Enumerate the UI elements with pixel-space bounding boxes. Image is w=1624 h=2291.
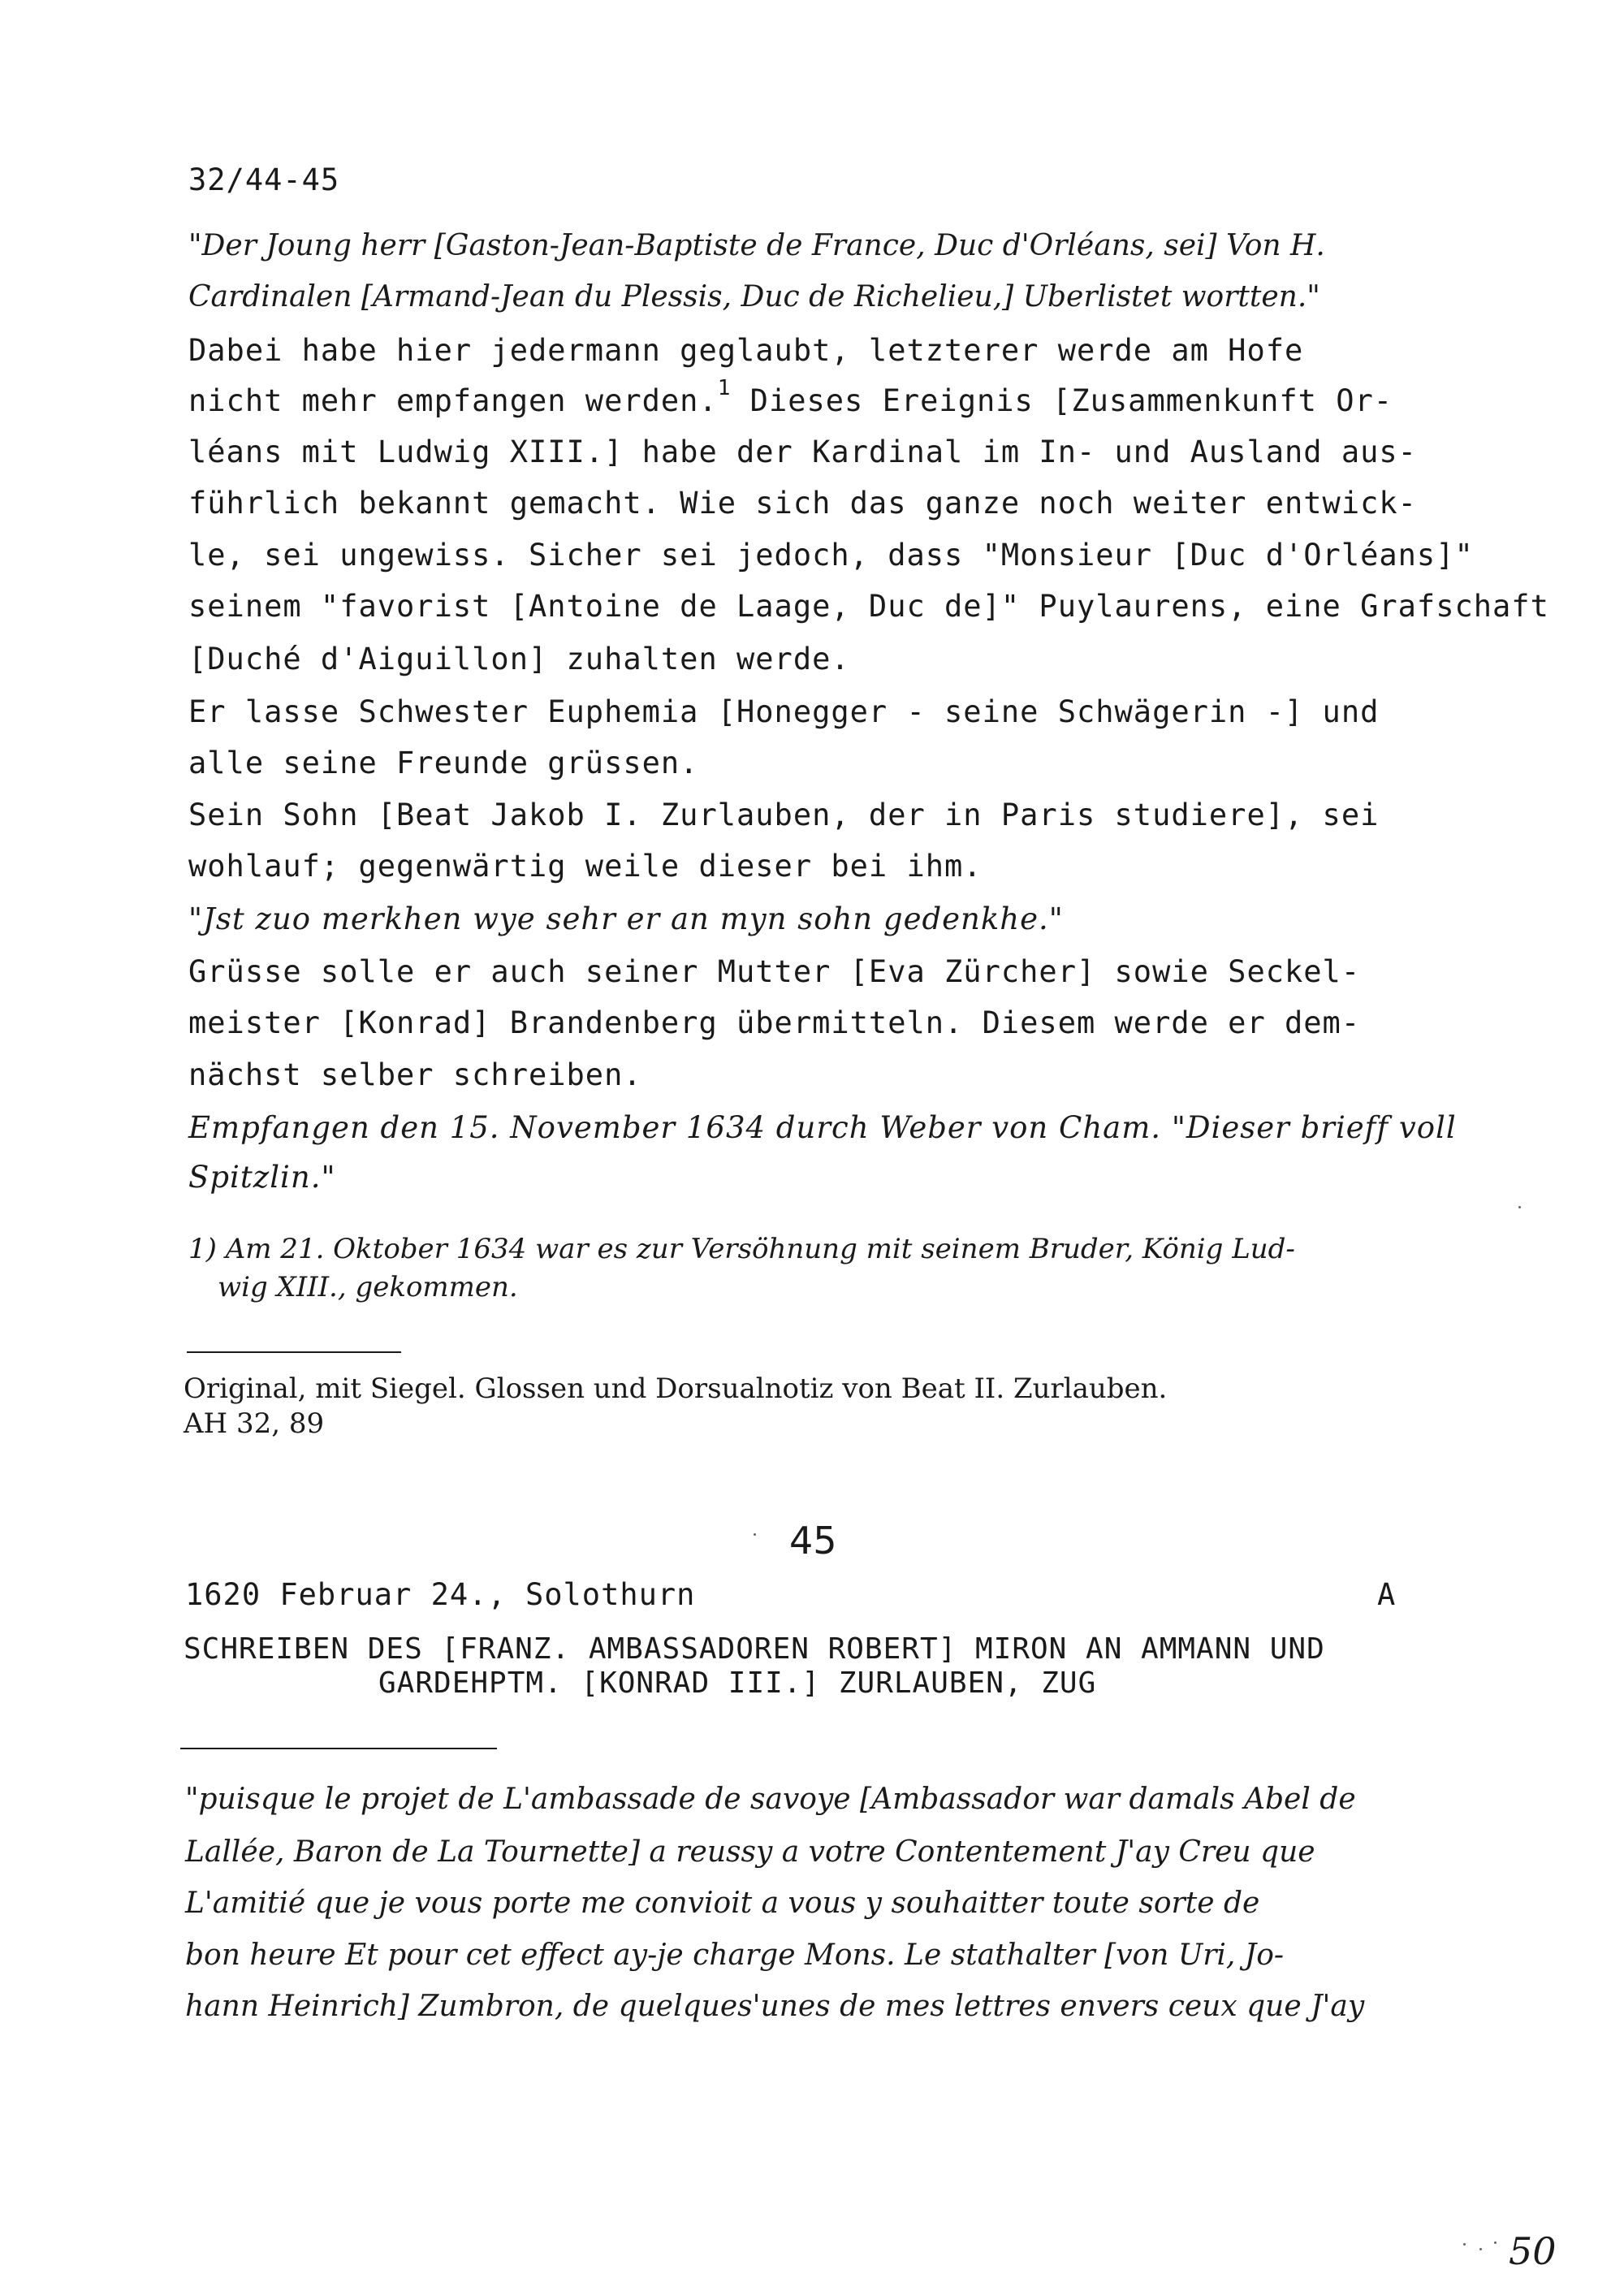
receipt-note: Spitzlin." — [188, 1160, 336, 1195]
scan-speck — [754, 1533, 756, 1536]
document-title-continuation: GARDEHPTM. [KONRAD III.] ZURLAUBEN, ZUG — [378, 1666, 1097, 1700]
receipt-note: Empfangen den 15. November 1634 durch Weber von Cham. "Dieser brieff voll — [188, 1110, 1457, 1145]
document-class-letter: A — [1377, 1577, 1397, 1612]
body-line: seinem "favorist [Antoine de Laage, Duc de]" Puylaurens, eine Grafschaft — [188, 589, 1549, 624]
page-reference: 32/44-45 — [188, 162, 340, 197]
body-line: Sein Sohn [Beat Jakob I. Zurlauben, der in Paris studiere], sei — [188, 798, 1380, 832]
scan-speck — [1463, 2243, 1466, 2246]
scan-speck — [1518, 1206, 1521, 1208]
body-line: Grüsse solle er auch seiner Mutter [Eva Zürcher] sowie Seckel- — [188, 954, 1361, 989]
footnote: 1) Am 21. Oktober 1634 war es zur Versöhnung mit seinem Bruder, König Lud- — [188, 1233, 1295, 1265]
body-line: le, sei ungewiss. Sicher sei jedoch, dass "Monsieur [Duc d'Orléans]" — [188, 538, 1474, 573]
scan-speck — [1494, 2241, 1497, 2244]
body-line: léans mit Ludwig XIII.] habe der Kardinal im In- und Ausland aus- — [188, 434, 1417, 469]
body-line-text: Dieses Ereignis [Zusammenkunft Or- — [731, 383, 1393, 418]
body-line: meister [Konrad] Brandenberg übermitteln. Diesem werde er dem- — [188, 1005, 1361, 1040]
divider — [187, 1351, 401, 1353]
body-line: [Duché d'Aiguillon] zuhalten werde. — [188, 642, 850, 676]
divider — [180, 1748, 497, 1749]
source-note: Original, mit Siegel. Glossen und Dorsualnotiz von Beat II. Zurlauben. — [184, 1372, 1168, 1405]
body-line — [188, 376, 1393, 418]
quotation-line: "Jst zuo merkhen wye sehr er an myn sohn gedenkhe." — [188, 901, 1064, 936]
letter-text-line: bon heure Et pour cet effect ay-je charge Mons. Le stathalter [von Uri, Jo- — [185, 1939, 1285, 1972]
body-line: Cardinalen [Armand-Jean du Plessis, Duc de Richelieu,] Uberlistet wortten." — [188, 280, 1320, 313]
footnote-continuation: wig XIII., gekommen. — [218, 1271, 518, 1303]
body-line: führlich bekannt gemacht. Wie sich das ganze noch weiter entwick- — [188, 486, 1417, 521]
letter-text-line: L'amitié que je vous porte me convioit a vous y souhaitter toute sorte de — [185, 1887, 1260, 1920]
letter-text-line: hann Heinrich] Zumbron, de quelques'unes de mes lettres envers ceux que J'ay — [185, 1990, 1365, 2023]
letter-text-line: "puisque le projet de L'ambassade de savoye [Ambassador war damals Abel de — [185, 1783, 1356, 1816]
body-line: Er lasse Schwester Euphemia [Honegger - seine Schwägerin -] und — [188, 694, 1380, 729]
document-number: 45 — [789, 1519, 837, 1563]
footnote-marker: 1 — [717, 376, 732, 400]
body-line: "Der Joung herr [Gaston-Jean-Baptiste de France, Duc d'Orléans, sei] Von H. — [188, 229, 1325, 262]
body-line: Dabei habe hier jedermann geglaubt, letzterer werde am Hofe — [188, 333, 1304, 368]
body-line: alle seine Freunde grüssen. — [188, 746, 699, 780]
document-title: SCHREIBEN DES [FRANZ. AMBASSADOREN ROBERT] MIRON AN AMMANN UND — [184, 1632, 1325, 1666]
archive-page-number: 50 — [1509, 2229, 1557, 2273]
body-line-text: nicht mehr empfangen werden. — [188, 383, 718, 418]
body-line: nächst selber schreiben. — [188, 1057, 642, 1092]
scan-speck — [1479, 2248, 1482, 2250]
date-place: 1620 Februar 24., Solothurn — [185, 1577, 696, 1612]
source-signature: AH 32, 89 — [184, 1407, 325, 1440]
body-line: wohlauf; gegenwärtig weile dieser bei ihm. — [188, 849, 983, 884]
letter-text-line: Lallée, Baron de La Tournette] a reussy a votre Contentement J'ay Creu que — [185, 1835, 1315, 1869]
